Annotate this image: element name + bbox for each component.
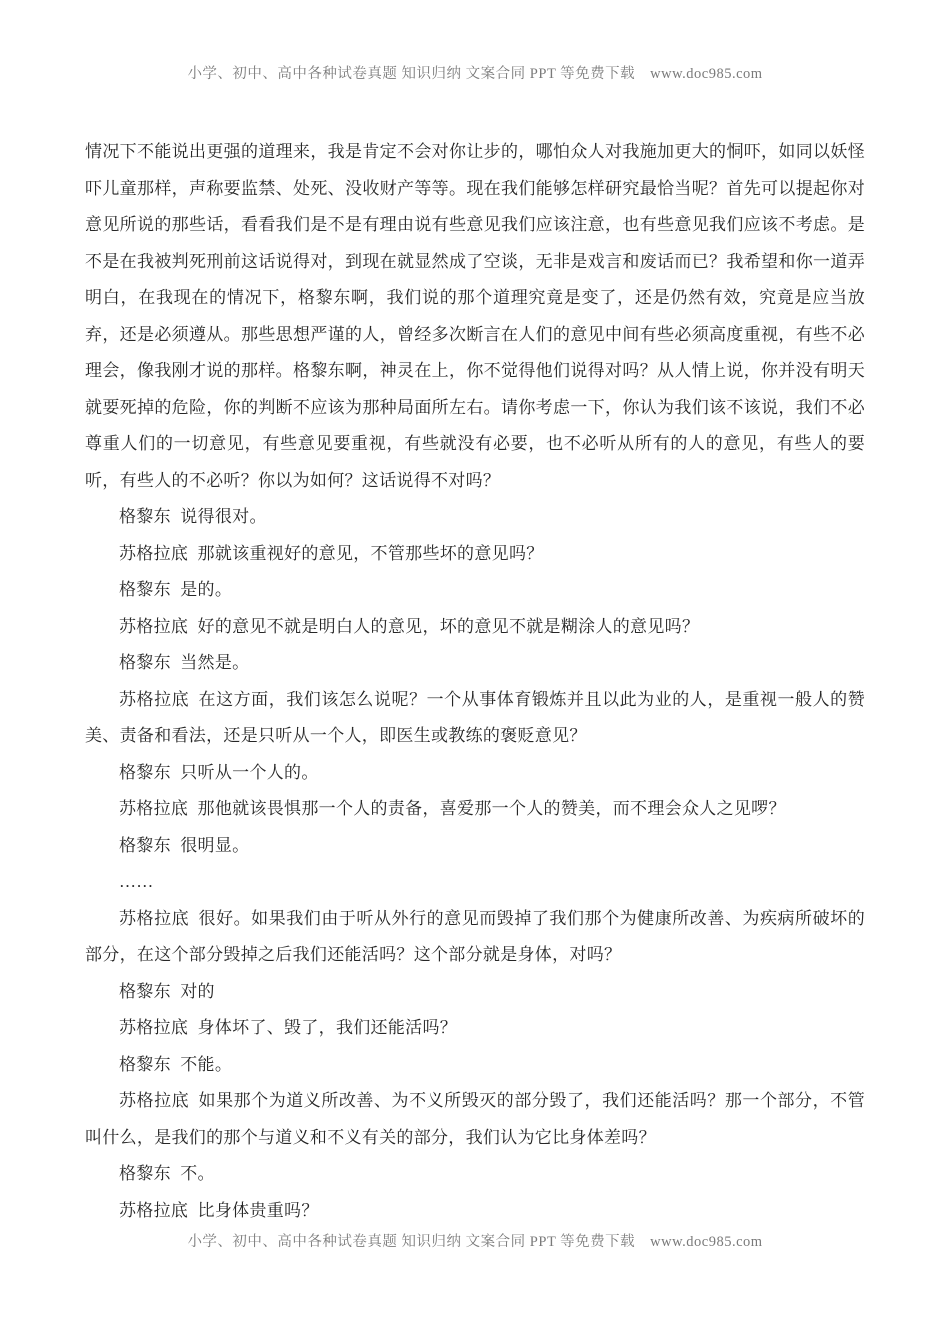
dialogue-text: 好的意见不就是明白人的意见，坏的意见不就是糊涂人的意见吗？ bbox=[197, 616, 700, 636]
speaker-name: 苏格拉底 bbox=[119, 908, 190, 928]
header-watermark bbox=[85, 64, 865, 84]
dialogue-line bbox=[85, 645, 865, 682]
dialogue-line bbox=[85, 791, 865, 828]
speaker-name: 苏格拉底 bbox=[119, 616, 189, 636]
dialogue-line bbox=[85, 828, 865, 865]
speaker-name: 苏格拉底 bbox=[119, 1018, 189, 1037]
speaker-name: 格黎东 bbox=[119, 580, 171, 599]
speaker-name: 格黎东 bbox=[119, 835, 171, 855]
dialogue-line bbox=[85, 682, 865, 755]
document-body bbox=[85, 134, 865, 1229]
speaker-name: 苏格拉底 bbox=[119, 1200, 189, 1220]
dialogue-text: 当然是。 bbox=[180, 653, 250, 672]
speaker-name: 格黎东 bbox=[119, 762, 171, 782]
dialogue-text: 不能。 bbox=[180, 1054, 233, 1074]
speaker-name: 苏格拉底 bbox=[119, 799, 189, 818]
dialogue-text: 是的。 bbox=[180, 580, 233, 599]
dialogue-line bbox=[85, 1156, 865, 1193]
speaker-name: 苏格拉底 bbox=[119, 1091, 190, 1110]
dialogue-line bbox=[85, 609, 865, 646]
dialogue-text: 不。 bbox=[180, 1164, 215, 1183]
footer-watermark bbox=[85, 1232, 865, 1252]
dialogue-text: 如果那个为道义所改善、为不义所毁灭的部分毁了，我们还能活吗？那一个部分，不管叫什么，是我们的那个与道义和不义有关的部分，我们认为它比身体差吗？ bbox=[85, 1091, 865, 1147]
dialogue-text: 很明显。 bbox=[180, 835, 250, 855]
speaker-name: 格黎东 bbox=[119, 981, 171, 1001]
dialogue-line bbox=[85, 1010, 865, 1047]
dialogue-text: 那就该重视好的意见，不管那些坏的意见吗？ bbox=[197, 543, 544, 563]
dialogue-text: 在这方面，我们该怎么说呢？一个从事体育锻炼并且以此为业的人，是重视一般人的赞美、责备和看法，还是只听从一个人，即医生或教练的褒贬意见？ bbox=[85, 689, 865, 745]
dialogue-line bbox=[85, 901, 865, 974]
dialogue-line bbox=[85, 1047, 865, 1084]
speaker-name: 苏格拉底 bbox=[119, 543, 189, 563]
dialogue-text: 身体坏了、毁了，我们还能活吗？ bbox=[197, 1018, 458, 1037]
speaker-name: 格黎东 bbox=[119, 1164, 171, 1183]
dialogue-line bbox=[85, 572, 865, 609]
speaker-name: 苏格拉底 bbox=[119, 689, 190, 709]
dialogue-line bbox=[85, 755, 865, 792]
dialogue-text: 对的 bbox=[180, 981, 215, 1001]
dialogue-text: 很好。如果我们由于听从外行的意见而毁掉了我们那个为健康所改善、为疾病所破坏的部分，在这个部分毁掉之后我们还能活吗？这个部分就是身体，对吗？ bbox=[85, 908, 865, 964]
dialogue-line bbox=[85, 974, 865, 1011]
dialogue-text: 说得很对。 bbox=[180, 507, 267, 526]
dialogue-line bbox=[85, 499, 865, 536]
dialogue-text: 只听从一个人的。 bbox=[180, 762, 319, 782]
dialogue-line bbox=[85, 1193, 865, 1230]
speaker-name: 格黎东 bbox=[119, 1054, 171, 1074]
ellipsis-line: …… bbox=[119, 872, 154, 891]
body-paragraph: 情况下不能说出更强的道理来，我是肯定不会对你让步的，哪怕众人对我施加更大的恫吓，如同以妖怪吓儿童那样，声称要监禁、处死、没收财产等等。现在我们能够怎样研究最恰当呢？首先可以提起你对意见所说的那些话，看看我们是不是有理由说有些意见我们应该注意，也有些意见我们应该不考虑。是不是在我被判死刑前这话说得对，到现在就显然成了空谈，无非是戏言和废话而已？我希望和你一道弄明白，在我现在的情况下，格黎东啊，我们说的那个道理究竟是变了，还是仍然有效，究竟是应当放弃，还是必须遵从。那些思想严谨的人，曾经多次断言在人们的意见中间有些必须高度重视，有些不必理会，像我刚才说的那样。格黎东啊，神灵在上，你不觉得他们说得对吗？从人情上说，你并没有明天就要死掉的危险，你的判断不应该为那种局面所左右。请你考虑一下，你认为我们该不该说，我们不必尊重人们的一切意见，有些意见要重视，有些就没有必要，也不必听从所有的人的意见，有些人的要听，有些人的不必听？你以为如何？这话说得不对吗？ bbox=[85, 142, 865, 490]
dialogue-line bbox=[85, 1083, 865, 1156]
speaker-name: 格黎东 bbox=[119, 507, 171, 526]
header-watermark-text: 小学、初中、高中各种试卷真题 知识归纳 文案合同 PPT 等免费下载 www.doc985.com bbox=[187, 66, 763, 82]
speaker-name: 格黎东 bbox=[119, 653, 171, 672]
dialogue-text: 那他就该畏惧那一个人的责备，喜爱那一个人的赞美，而不理会众人之见啰？ bbox=[197, 799, 786, 818]
dialogue-text: 比身体贵重吗？ bbox=[197, 1200, 319, 1220]
dialogue-line bbox=[85, 536, 865, 573]
footer-watermark-text: 小学、初中、高中各种试卷真题 知识归纳 文案合同 PPT 等免费下载 www.doc985.com bbox=[187, 1234, 763, 1250]
